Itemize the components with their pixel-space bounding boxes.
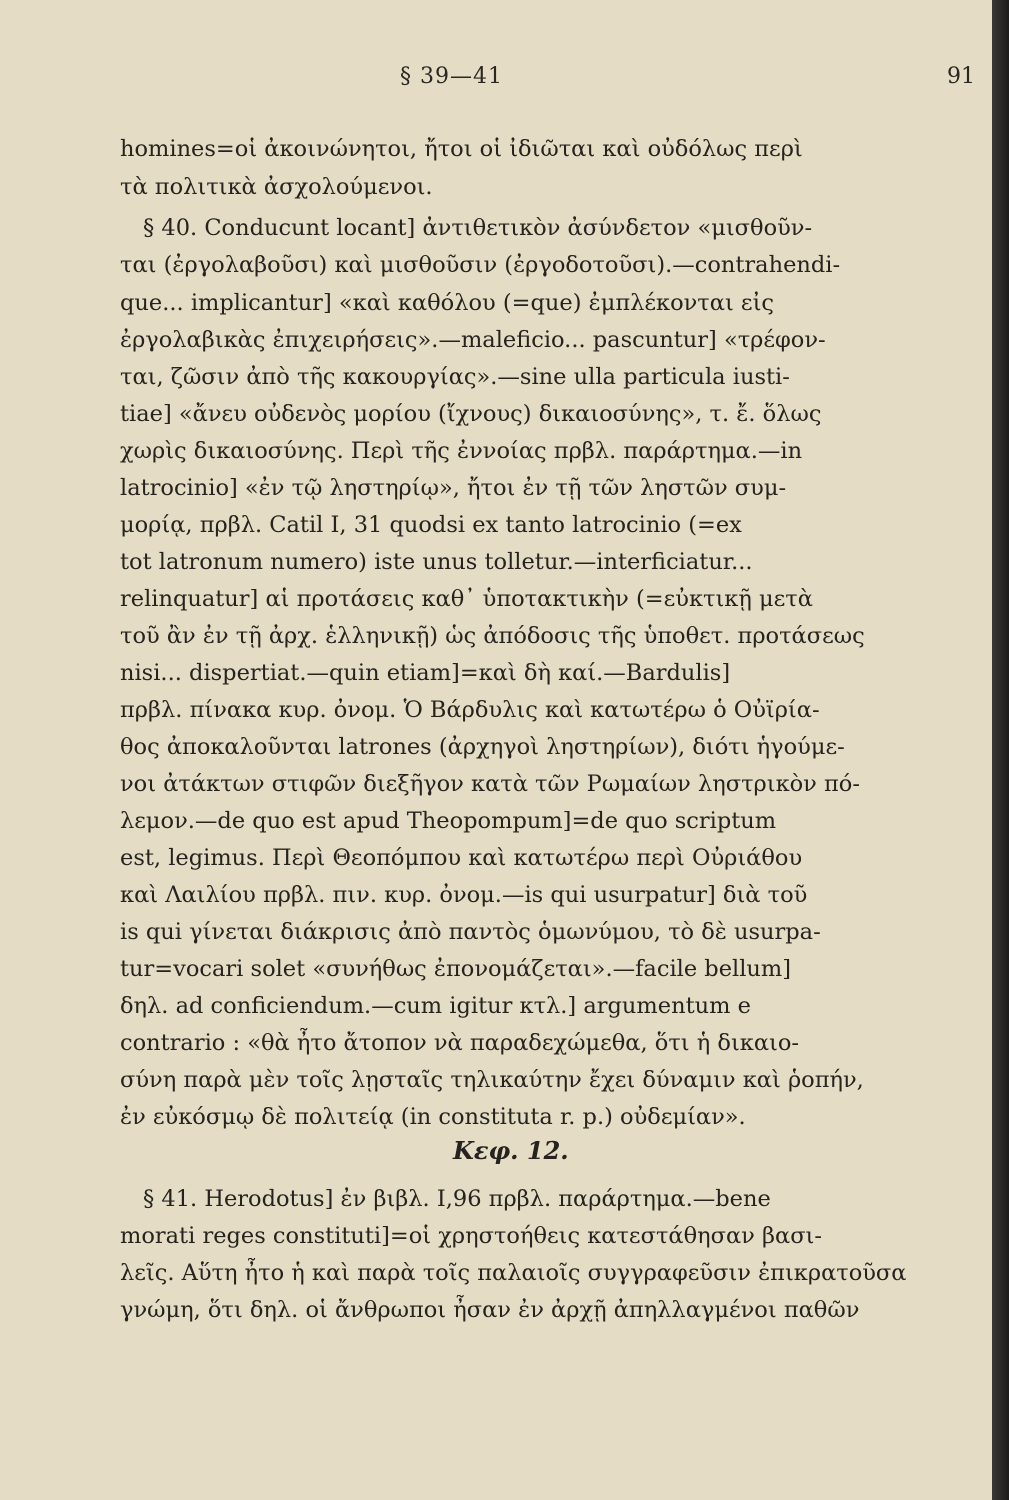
text-line: tot latronum numero) iste unus tolletur.—interficiatur... <box>120 549 753 575</box>
text-line: μορίᾳ, πρβλ. Catil I, 31 quodsi ex tanto latrocinio (=ex <box>120 512 742 538</box>
page-header <box>0 64 992 104</box>
text-line: πρβλ. πίνακα κυρ. ὀνομ. Ὁ Βάρδυλις καὶ κατωτέρω ὁ Οὐϊρία- <box>120 697 820 723</box>
text-line: ἐργολαβικὰς ἐπιχειρήσεις».—maleficio... pascuntur] «τρέφον- <box>120 327 826 353</box>
text-line: homines=οἱ ἀκοινώνητοι, ἤτοι οἱ ἰδιῶται καὶ οὐδόλως περὶ <box>120 136 803 162</box>
text-line: ται (ἐργολαβοῦσι) καὶ μισθοῦσιν (ἐργοδοτοῦσι).—contrahendi- <box>120 252 841 278</box>
text-line: latrocinio] «ἐν τῷ ληστηρίῳ», ἤτοι ἐν τῇ τῶν ληστῶν συμ- <box>120 475 787 501</box>
text-line: χωρὶς δικαιοσύνης. Περὶ τῆς ἐννοίας πρβλ. παράρτημα.—in <box>120 438 803 464</box>
text-line: ἐν εὐκόσμῳ δὲ πολιτείᾳ (in constituta r. p.) οὐδεμίαν». <box>120 1104 746 1130</box>
text-line: is qui γίνεται διάκρισις ἀπὸ παντὸς ὁμωνύμου, τὸ δὲ usurpa- <box>120 919 821 945</box>
text-line: ται, ζῶσιν ἀπὸ τῆς κακουργίας».—sine ulla particula iusti- <box>120 364 790 390</box>
text-line: contrario : «θὰ ἦτο ἄτοπον νὰ παραδεχώμεθα, ὅτι ἡ δικαιο- <box>120 1030 799 1056</box>
text-line: relinquatur] αἱ προτάσεις καθ᾽ ὑποτακτικὴν (=εὐκτικῇ μετὰ <box>120 586 813 612</box>
text-line: νοι ἀτάκτων στιφῶν διεξῆγον κατὰ τῶν Ρωμαίων ληστρικὸν πό- <box>120 771 860 797</box>
chapter-heading: Κεφ. 12. <box>453 1136 569 1165</box>
binding-edge <box>992 0 1009 1500</box>
text-line: λεῖς. Αὕτη ἦτο ἡ καὶ παρὰ τοῖς παλαιοῖς συγγραφεῦσιν ἐπικρατοῦσα <box>120 1260 907 1286</box>
text-line: γνώμη, ὅτι δηλ. οἱ ἄνθρωποι ἦσαν ἐν ἀρχῇ ἀπηλλαγμένοι παθῶν <box>120 1297 860 1323</box>
text-line: nisi... dispertiat.—quin etiam]=καὶ δὴ καί.—Bardulis] <box>120 660 731 686</box>
text-line: καὶ Λαιλίου πρβλ. πιν. κυρ. ὀνομ.—is qui usurpatur] διὰ τοῦ <box>120 882 808 908</box>
text-line: § 41. Herodotus] ἐν βιβλ. I,96 πρβλ. παράρτημα.—bene <box>143 1186 771 1212</box>
text-line: τὰ πολιτικὰ ἀσχολούμενοι. <box>120 174 433 200</box>
text-line: θος ἀποκαλοῦνται latrones (ἀρχηγοὶ ληστηρίων), διότι ἡγούμε- <box>120 734 845 760</box>
text-line: λεμον.—de quo est apud Theopompum]=de quo scriptum <box>120 808 777 834</box>
text-line: § 40. Conducunt locant] ἀντιθετικὸν ἀσύνδετον «μισθοῦν- <box>143 215 813 241</box>
text-line: σύνη παρὰ μὲν τοῖς λῃσταῖς τηλικαύτην ἔχει δύναμιν καὶ ῥοπήν, <box>120 1067 864 1093</box>
text-line: tiae] «ἄνευ οὐδενὸς μορίου (ἴχνους) δικαιοσύνης», τ. ἔ. ὅλως <box>120 401 822 427</box>
text-line: τοῦ ἂν ἐν τῇ ἀρχ. ἑλληνικῇ) ὡς ἀπόδοσις τῆς ὑποθετ. προτάσεως <box>120 623 865 649</box>
text-line: tur=vocari solet «συνήθως ἐπονομάζεται».—facile bellum] <box>120 956 792 982</box>
text-line: morati reges constituti]=οἱ χρηστοήθεις κατεστάθησαν βασι- <box>120 1223 822 1249</box>
section-range: § 39—41 <box>400 64 503 89</box>
text-line: que... implicantur] «καὶ καθόλου (=que) ἐμπλέκονται εἰς <box>120 290 775 316</box>
text-line: est, legimus. Περὶ Θεοπόμπου καὶ κατωτέρω περὶ Οὐριάθου <box>120 845 803 871</box>
page-number: 91 <box>947 64 975 89</box>
text-line: δηλ. ad conficiendum.—cum igitur κτλ.] argumentum e <box>120 993 751 1019</box>
